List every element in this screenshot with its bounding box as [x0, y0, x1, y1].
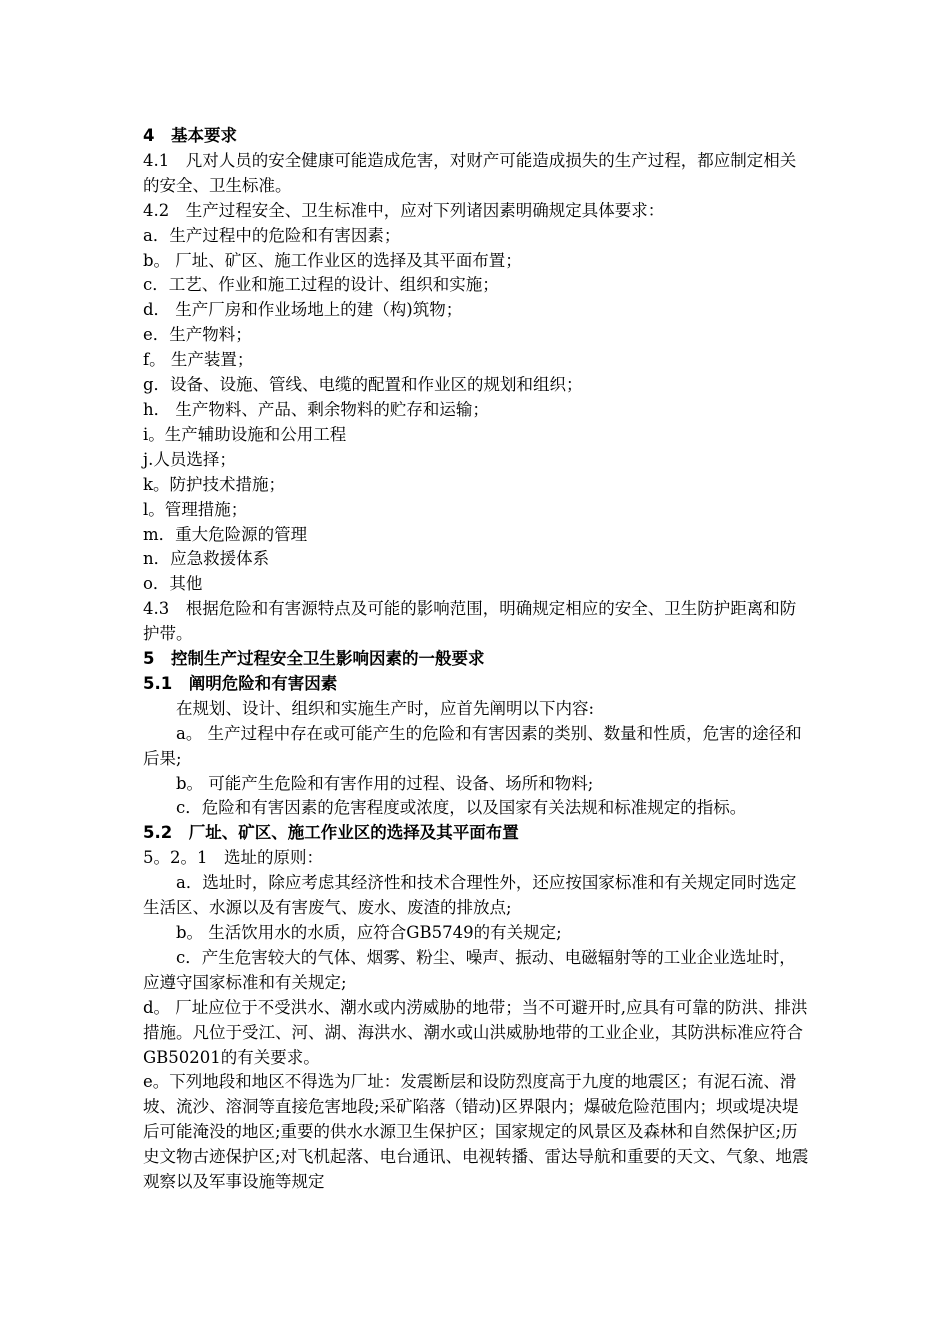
section-5-1-heading: 5.1 阐明危险和有害因素	[143, 673, 338, 693]
clause-5-2-1-a: a．选址时，除应考虑其经济性和技术合理性外，还应按国家标准和有关规定同时选定生活区、水源以及有害废气、废水、废渣的排放点;	[143, 873, 797, 918]
list-item: e．生产物料；	[143, 325, 252, 345]
document-page	[143, 124, 810, 1195]
list-item: n．应急救援体系	[143, 549, 270, 569]
list-item: k。防护技术措施；	[143, 474, 285, 494]
clause-5-2-1-e: e。下列地段和地区不得选为厂址：发震断层和设防烈度高于九度的地震区；有泥石流、滑坡、流沙、溶洞等直接危害地段;采矿陷落（错动)区界限内；爆破危险范围内；坝或堤决堤后可能淹没的地区;重要的供水水源卫生保护区；国家规定的风景区及森林和自然保护区;历史文物古迹保护区;对飞机起落、电台通讯、电视转播、雷达导航和重要的天文、气象、地震观察以及军事设施等规定	[143, 1072, 809, 1192]
section-5-2-heading: 5.2 厂址、矿区、施工作业区的选择及其平面布置	[143, 823, 519, 843]
clause-5-2-1-c: c．产生危害较大的气体、烟雾、粉尘、噪声、振动、电磁辐射等的工业企业选址时，应遵守国家标准和有关规定;	[143, 947, 796, 992]
clause-4-2: 4.2 生产过程安全、卫生标准中，应对下列诸因素明确规定具体要求：	[143, 200, 665, 220]
list-item: b。 厂址、矿区、施工作业区的选择及其平面布置；	[143, 250, 522, 270]
list-item: g．设备、设施、管线、电缆的配置和作业区的规划和组织；	[143, 375, 583, 395]
section-5-heading: 5 控制生产过程安全卫生影响因素的一般要求	[143, 649, 485, 669]
section-4-heading: 4 基本要求	[143, 126, 237, 145]
clause-5-2-1: 5。2。1 选址的原则：	[143, 848, 323, 868]
clause-5-2-1-d: d。 厂址应位于不受洪水、潮水或内涝威胁的地带；当不可避开时,应具有可靠的防洪、排洪措施。凡位于受江、河、湖、海洪水、潮水或山洪威胁地带的工业企业，其防洪标准应符合GB50201的有关要求。	[143, 997, 808, 1067]
list-item: m．重大危险源的管理	[143, 524, 308, 544]
list-item: j.人员选择；	[143, 449, 236, 469]
list-item: h． 生产物料、产品、剩余物料的贮存和运输；	[143, 399, 489, 419]
list-item: c．工艺、作业和施工过程的设计、组织和实施；	[143, 275, 499, 295]
list-item: a．生产过程中的危险和有害因素；	[143, 225, 401, 245]
list-item: o．其他	[143, 574, 203, 594]
clause-5-1-c: c．危险和有害因素的危害程度或浓度，以及国家有关法规和标准规定的指标。	[176, 798, 747, 818]
clause-5-1-a: a。 生产过程中存在或可能产生的危险和有害因素的类别、数量和性质，危害的途径和后果;	[143, 723, 802, 768]
clause-4-1: 4.1 凡对人员的安全健康可能造成危害，对财产可能造成损失的生产过程，都应制定相关的安全、卫生标准。	[143, 150, 797, 195]
list-item: i。生产辅助设施和公用工程	[143, 424, 347, 444]
list-item: d． 生产厂房和作业场地上的建（构)筑物；	[143, 300, 463, 320]
clause-5-1-intro: 在规划、设计、组织和实施生产时，应首先阐明以下内容:	[176, 698, 595, 718]
list-item: f。 生产装置；	[143, 350, 254, 370]
clause-5-2-1-b: b。 生活饮用水的水质，应符合GB5749的有关规定;	[176, 923, 562, 942]
clause-4-3: 4.3 根据危险和有害源特点及可能的影响范围，明确规定相应的安全、卫生防护距离和防护带。	[143, 599, 797, 644]
list-item: l。管理措施；	[143, 499, 248, 519]
clause-5-1-b: b。 可能产生危险和有害作用的过程、设备、场所和物料;	[176, 773, 594, 793]
